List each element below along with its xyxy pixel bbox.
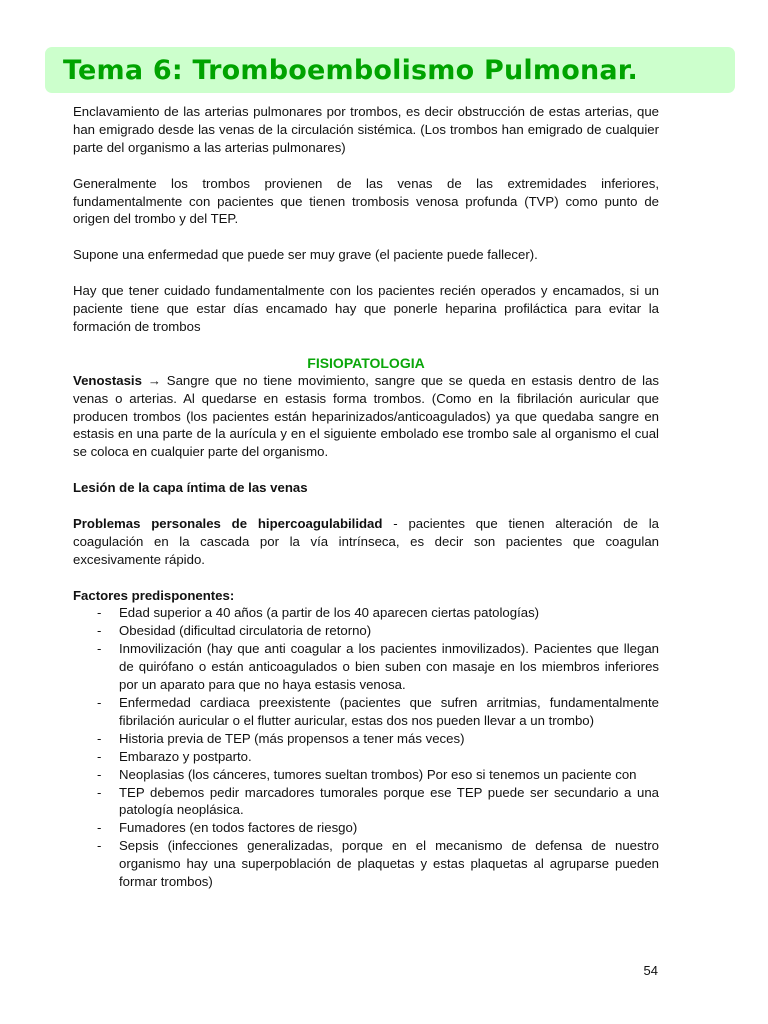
hipercoag-term: Problemas personales de hipercoagulabilidad: [73, 515, 383, 531]
list-item-text: TEP debemos pedir marcadores tumorales porque ese TEP puede ser secundario a una patología neoplásica.: [119, 784, 659, 818]
paragraph-lesion: Lesión de la capa íntima de las venas: [73, 480, 308, 496]
title-banner: [45, 47, 735, 93]
venostasis-term: Venostasis: [73, 372, 142, 388]
paragraph-venostasis: [73, 372, 659, 462]
list-item: [73, 730, 659, 748]
list-item: [73, 640, 659, 694]
page-number: 54: [643, 963, 658, 978]
paragraph-origin: Generalmente los trombos provienen de las venas de las extremidades inferiores, fundamentalmente con pacientes que tienen trombosis venosa profunda (TVP) como punto de origen del trombo y del TEP.: [73, 175, 659, 227]
paragraph-severity: Supone una enfermedad que puede ser muy grave (el paciente puede fallecer).: [73, 247, 538, 263]
paragraph-definition: Enclavamiento de las arterias pulmonares por trombos, es decir obstrucción de estas arterias, que han emigrado desde las venas de la circulación sistémica. (Los trombos han emigrado de cualquier parte del organismo a las arterias pulmonares): [73, 104, 659, 155]
list-item: [73, 837, 659, 891]
list-dash: -: [97, 623, 102, 639]
document-body: [73, 103, 659, 891]
page-title: Tema 6: Tromboembolismo Pulmonar.: [63, 54, 638, 86]
list-item-text: Enfermedad cardiaca preexistente (pacientes que sufren arritmias, fundamentalmente fibrilación auricular o el flutter auricular, estas dos nos pueden llevar a un trombo): [119, 695, 659, 728]
list-item: [73, 694, 659, 730]
list-dash: -: [97, 730, 102, 746]
list-item-text: Obesidad (dificultad circulatoria de retorno): [119, 623, 372, 639]
list-dash: -: [97, 838, 102, 854]
factors-heading: Factores predisponentes:: [73, 587, 235, 603]
list-item: [73, 784, 659, 820]
paragraph-prevention: Hay que tener cuidado fundamentalmente con los pacientes recién operados y encamados, si un paciente tiene que estar días encamado hay que ponerle heparina profiláctica para evitar la formación de trombos: [73, 283, 659, 334]
factors-list: [73, 604, 659, 891]
list-item-text: Embarazo y postparto.: [119, 748, 252, 764]
list-item-text: Edad superior a 40 años (a partir de los 40 aparecen ciertas patologías): [119, 605, 540, 621]
list-dash: -: [97, 784, 102, 800]
list-dash: -: [97, 820, 102, 836]
list-item-text: Historia previa de TEP (más propensos a tener más veces): [119, 730, 465, 746]
paragraph-hipercoagulabilidad: [73, 515, 659, 569]
list-dash: -: [97, 766, 102, 782]
list-item: [73, 748, 659, 766]
list-item: [73, 604, 659, 622]
venostasis-text: Sangre que no tiene movimiento, sangre que se queda en estasis dentro de las venas o arterias. Al quedarse en estasis forma trombos. (Como en la fibrilación auricular que producen trombos (los pacientes están heparinizados/anticoagulados) ya que quedaba sangre en estasis en una parte de la aurícula y en el siguiente embolado ese trombo sale al organismo el cual se coloca en cualquier parte del organismo.: [73, 372, 660, 460]
list-item-text: Fumadores (en todos factores de riesgo): [119, 820, 358, 836]
arrow-right-icon: →: [147, 372, 161, 388]
list-dash: -: [97, 641, 102, 657]
list-item-text: Inmovilización (hay que anti coagular a los pacientes inmovilizados). Pacientes que llegan de quirófano o están anticoagulados o bien suben con masaje en los miembros inferiores por un aparato para que no haya estasis venosa.: [119, 641, 659, 693]
list-item: [73, 622, 659, 640]
list-dash: -: [97, 695, 102, 710]
section-heading-fisiopatologia: FISIOPATOLOGIA: [307, 354, 425, 371]
list-item: [73, 819, 659, 837]
hipercoag-text: - pacientes que tienen alteración de la coagulación en la cascada por la vía intrínseca, es decir son pacientes que coagulan excesivamente rápido.: [73, 515, 659, 567]
list-item: [73, 766, 659, 784]
list-item-text: Sepsis (infecciones generalizadas, porque en el mecanismo de defensa de nuestro organismo hay una superpoblación de plaquetas y estas plaquetas al agruparse pueden formar trombos): [119, 838, 659, 890]
list-item-text: Neoplasias (los cánceres, tumores sueltan trombos) Por eso si tenemos un paciente con: [119, 766, 637, 782]
list-dash: -: [97, 605, 102, 621]
list-dash: -: [97, 748, 102, 764]
